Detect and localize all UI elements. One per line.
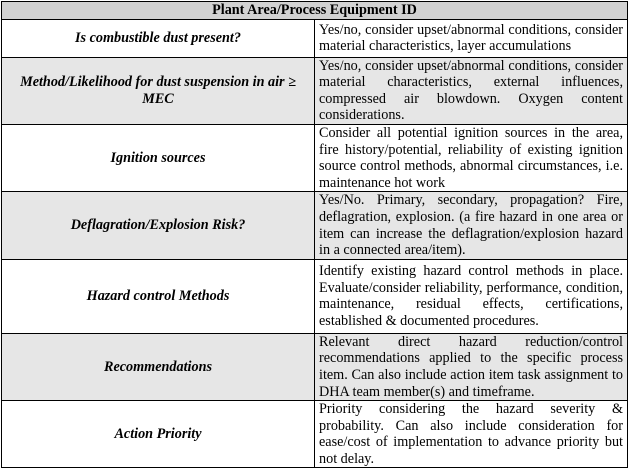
row-label-dust-suspension: Method/Likelihood for dust suspension in air ≥ MEC: [2, 57, 315, 124]
table-row: [2, 19, 628, 57]
row-description-dust-suspension: Yes/no, consider upset/abnormal conditions, consider material characteristics, external influences, compressed air blowdown. Oxygen content considerations.: [315, 57, 628, 124]
row-label-ignition-sources: Ignition sources: [2, 124, 315, 191]
row-label-deflagration-risk: Deflagration/Explosion Risk?: [2, 192, 315, 259]
table-title: Plant Area/Process Equipment ID: [2, 2, 628, 20]
table-row: [2, 333, 628, 400]
dha-table: [1, 1, 628, 468]
table-row: [2, 192, 628, 259]
table-row: [2, 401, 628, 468]
row-description-deflagration-risk: Yes/No. Primary, secondary, propagation? Fire, deflagration, explosion. (a fire hazard in one area or item can increase the deflagration/explosion hazard in a connected area/item).: [315, 192, 628, 259]
table-header-row: [2, 2, 628, 20]
table-row: [2, 57, 628, 124]
row-label-hazard-control: Hazard control Methods: [2, 259, 315, 333]
row-description-recommendations: Relevant direct hazard reduction/control recommendations applied to the specific process item. Can also include action item task assignment to DHA team member(s) and timeframe.: [315, 333, 628, 400]
row-description-action-priority: Priority considering the hazard severity & probability. Can also include consideration for ease/cost of implementation to advance priority but not delay.: [315, 401, 628, 468]
row-label-combustible-dust: Is combustible dust present?: [2, 19, 315, 57]
table-row: [2, 259, 628, 333]
table-row: [2, 124, 628, 191]
row-description-combustible-dust: Yes/no, consider upset/abnormal conditions, consider material characteristics, layer accumulations: [315, 19, 628, 57]
row-description-ignition-sources: Consider all potential ignition sources in the area, fire history/potential, reliability of existing ignition source control methods, abnormal circumstances, i.e. maintenance hot work: [315, 124, 628, 191]
row-label-action-priority: Action Priority: [2, 401, 315, 468]
row-description-hazard-control: Identify existing hazard control methods in place. Evaluate/consider reliability, performance, condition, maintenance, residual effects, certifications, established & documented procedures.: [315, 259, 628, 333]
row-label-recommendations: Recommendations: [2, 333, 315, 400]
